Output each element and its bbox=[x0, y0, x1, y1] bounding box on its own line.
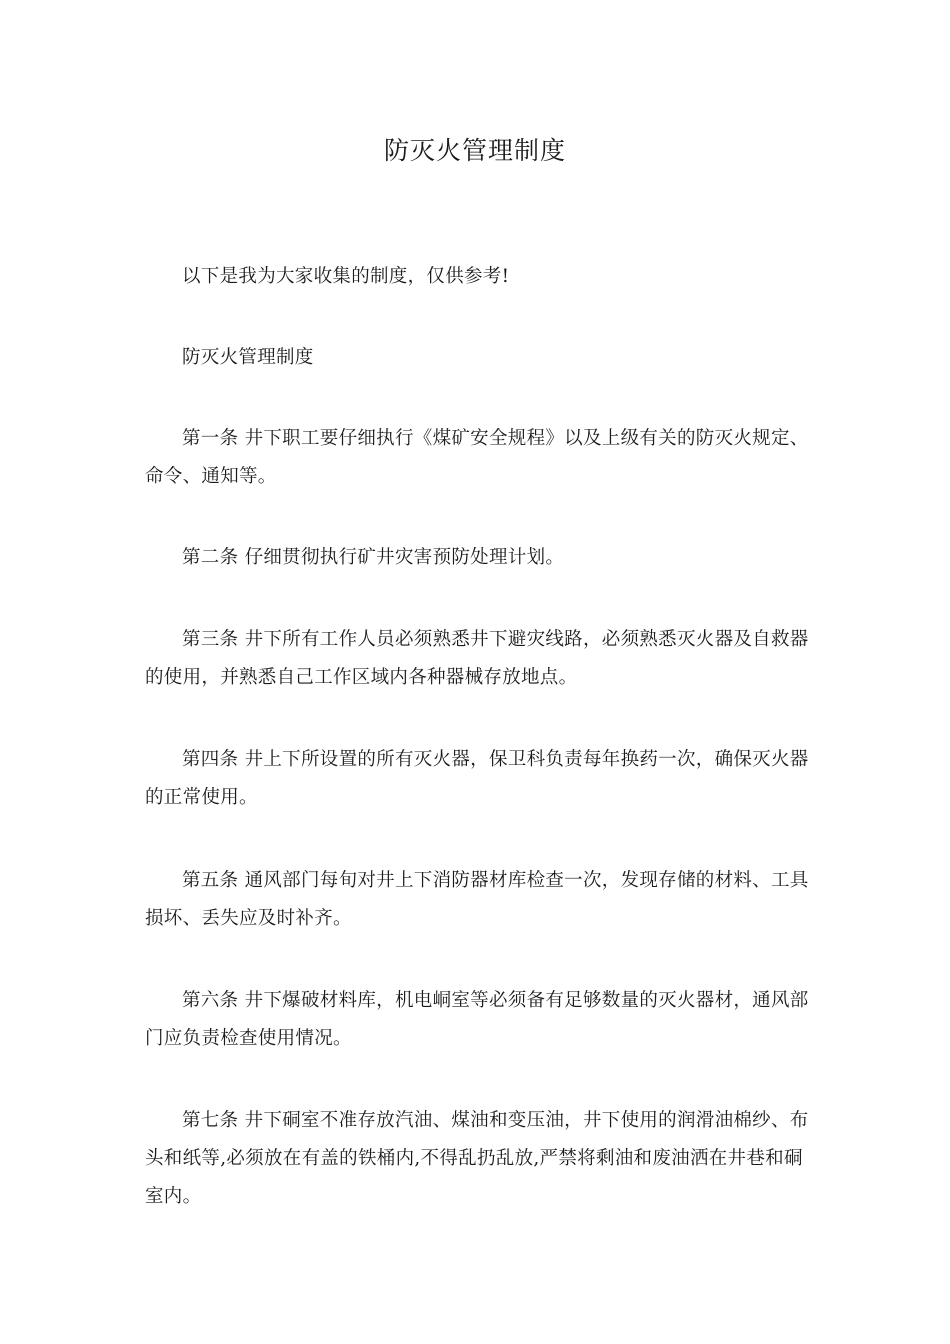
section-heading: 防灭火管理制度 bbox=[182, 347, 314, 368]
article-5: 第五条 通风部门每旬对井上下消防器材库检查一次，发现存储的材料、工具损坏、丢失应及时补齐。 bbox=[145, 870, 809, 929]
article-6: 第六条 井下爆破材料库，机电峒室等必须备有足够数量的灭火器材，通风部门应负责检查使用情况。 bbox=[145, 990, 809, 1049]
article-2: 第二条 仔细贯彻执行矿井灾害预防处理计划。 bbox=[182, 547, 565, 568]
document-title: 防灭火管理制度 bbox=[383, 136, 566, 165]
article-3: 第三条 井下所有工作人员必须熟悉井下避灾线路，必须熟悉灭火器及自救器的使用，并熟悉自己工作区域内各种器械存放地点。 bbox=[145, 629, 809, 688]
article-4: 第四条 井上下所设置的所有灭火器，保卫科负责每年换药一次，确保灭火器的正常使用。 bbox=[145, 749, 809, 808]
article-7: 第七条 井下硐室不准存放汽油、煤油和变压油，井下使用的润滑油棉纱、布头和纸等,必须放在有盖的铁桶内,不得乱扔乱放,严禁将剩油和废油洒在井巷和硐室内。 bbox=[145, 1110, 809, 1207]
article-1: 第一条 井下职工要仔细执行《煤矿安全规程》以及上级有关的防灭火规定、命令、通知等。 bbox=[145, 428, 809, 487]
intro-paragraph: 以下是我为大家收集的制度，仅供参考! bbox=[182, 266, 510, 287]
